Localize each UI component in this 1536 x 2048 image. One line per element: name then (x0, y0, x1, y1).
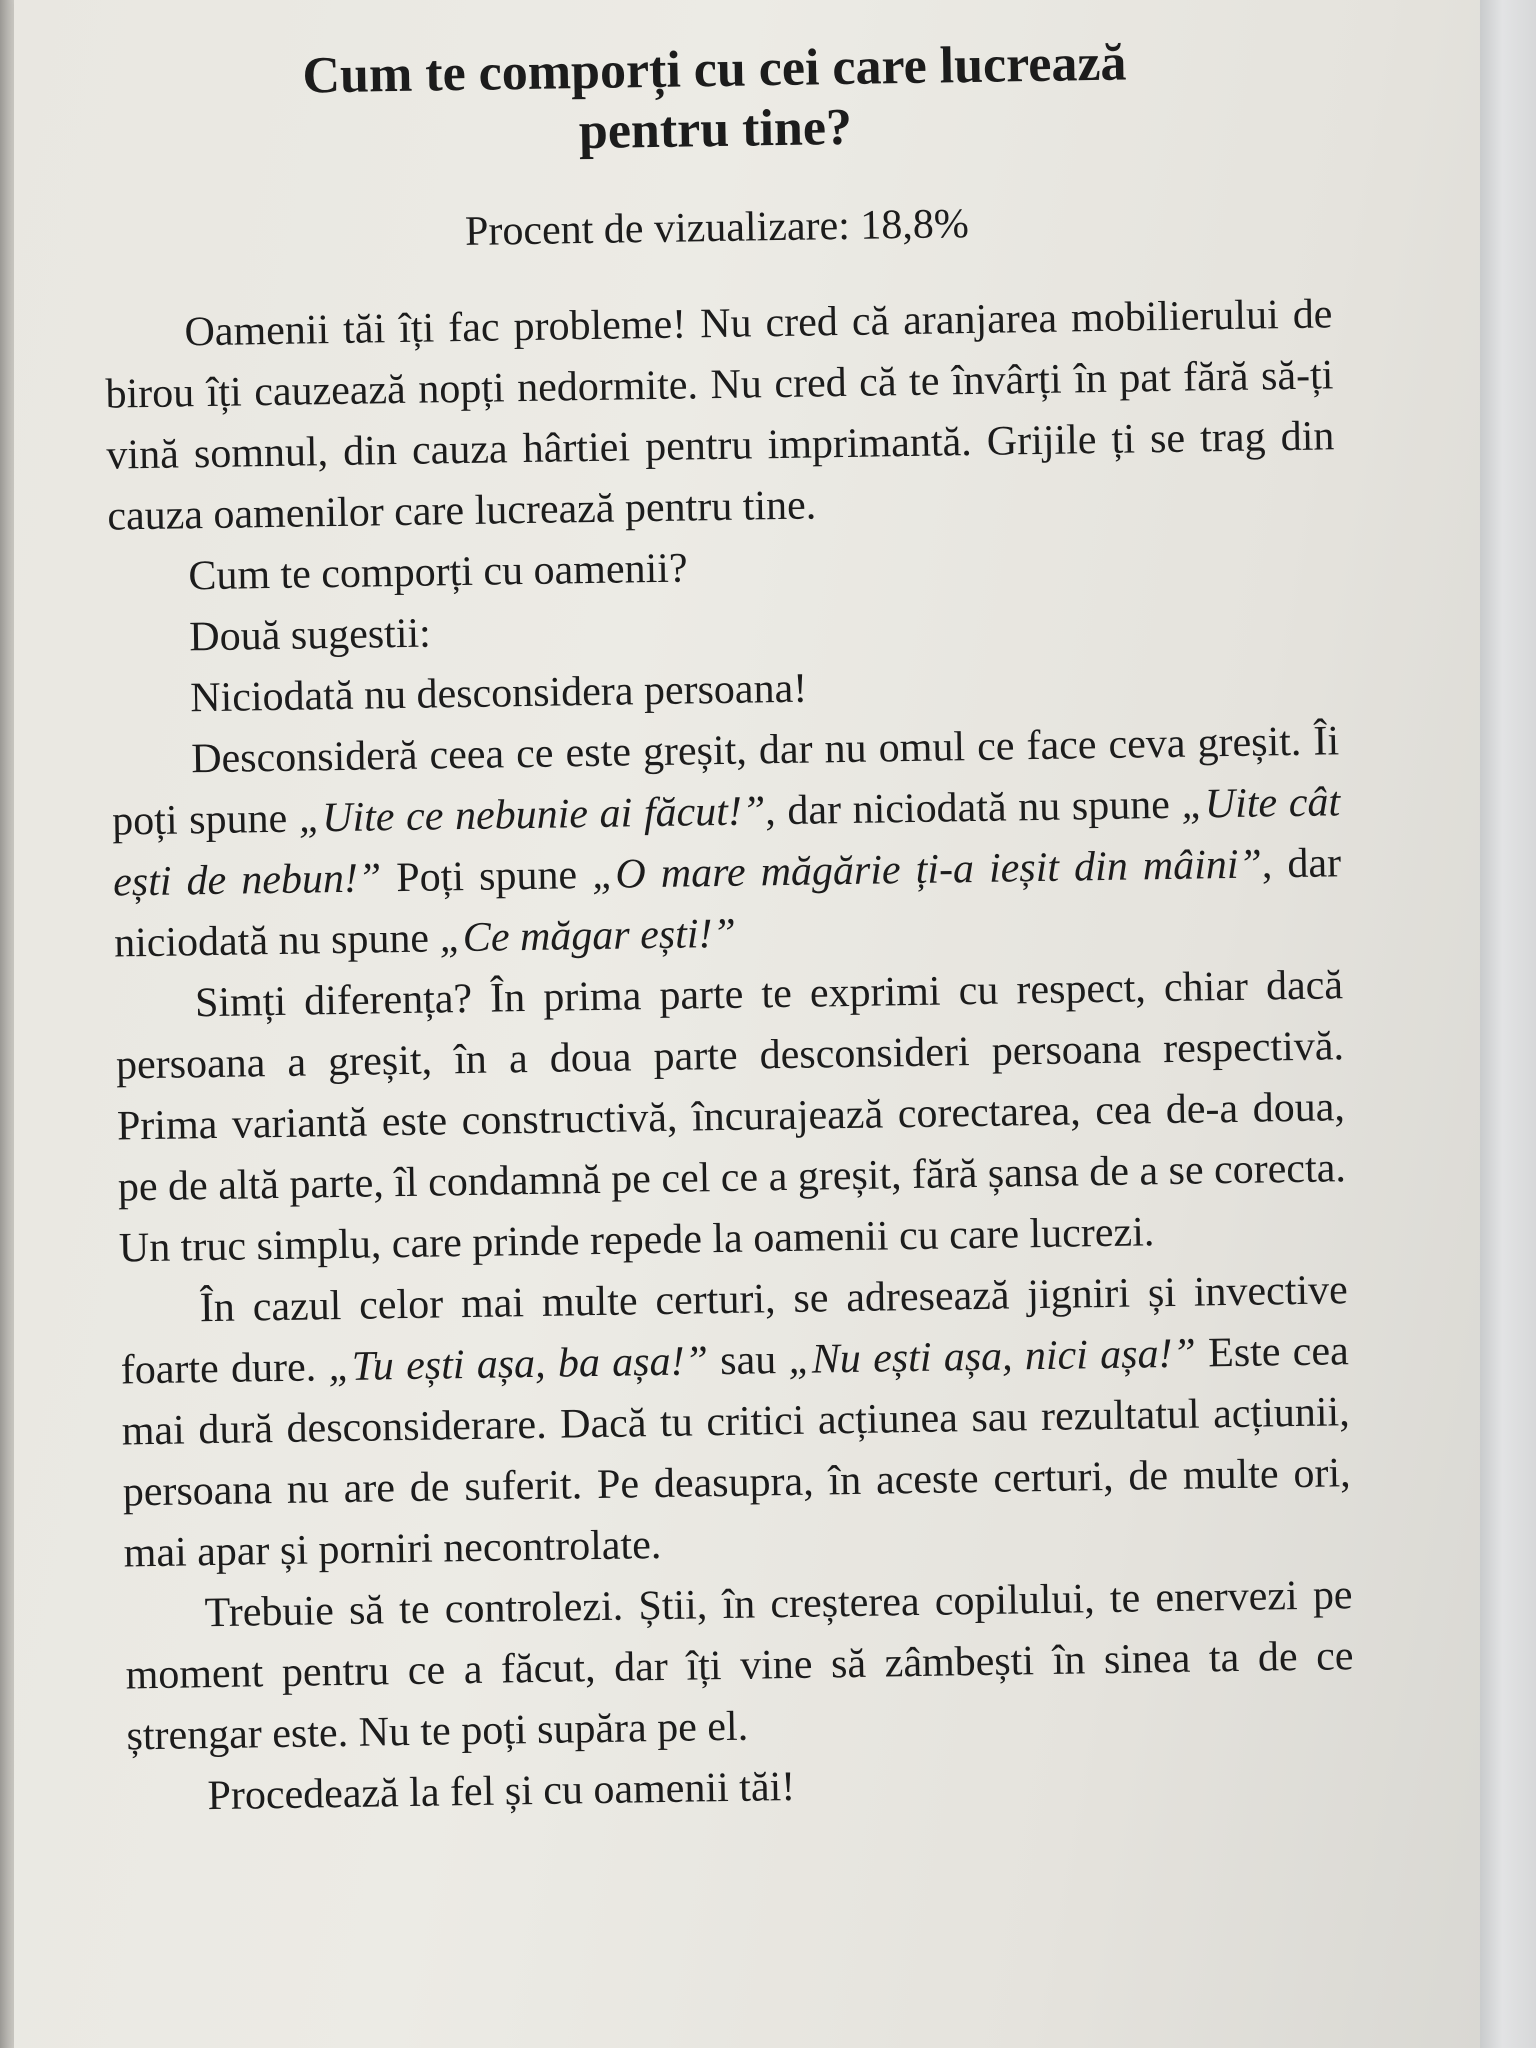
paragraph-6: Simți diferența? În prima parte te exprimi cu respect, chiar dacă persoana a greșit, în a doua parte desconsideri persoana respectivă. Prima variantă este constructivă, încurajează corectarea, cea de-a doua, pe de altă parte, îl condamnă pe cel ce a greșit, fără șansa de a se corecta. Un truc simplu, care prinde repede la oamenii cu care lucrezi. (115, 962, 1347, 1272)
page-content (100, 30, 1356, 1828)
background-surface (1480, 0, 1536, 2048)
quote-italic: „Nu ești așa, nici așa!” (788, 1330, 1197, 1383)
paragraph-2: Cum te comporți cu oamenii? (187, 545, 688, 600)
chapter-title-line-1: Cum te comporți cu cei care lucrează (302, 34, 1127, 105)
paragraph-4: Niciodată nu desconsidera persoana! (189, 665, 808, 722)
quote-italic: „O mare măgărie ți-a ieșit din mâini” (591, 841, 1263, 899)
book-page (14, 0, 1480, 2048)
paragraph-8: Trebuie să te controlezi. Știi, în creșterea copilului, te enervezi pe moment pentru ce a făcut, dar îți vine să zâmbești în sinea ta de ce ștrengar este. Nu te poți supăra pe el. (125, 1572, 1354, 1760)
paragraph-3: Două sugestii: (188, 610, 432, 661)
quote-italic: „Ce măgar ești!” (439, 910, 737, 962)
chapter-title (100, 30, 1330, 169)
chapter-title-line-2: pentru tine? (578, 98, 853, 161)
text-run: , dar niciodată nu spune (113, 840, 1342, 967)
paragraph-5 (111, 711, 1343, 974)
text-run: Poți spune (380, 852, 593, 902)
paragraph-7 (119, 1260, 1352, 1584)
paragraph-1: Oamenii tăi îți fac probleme! Nu cred că aranjarea mobilierului de birou îți cauzează nopți nedormite. Nu cred că te învârți în pat fără să-ți vină somnul, din cauza hârtiei pentru imprimantă. Grijile ți se trag din cauza oamenilor care lucrează pentru tine. (105, 291, 1335, 540)
quote-italic: „Uite cât ești de nebun!” (112, 779, 1341, 906)
text-run: În cazul celor mai multe certuri, se adresează jigniri și invective foarte dure. (120, 1267, 1349, 1394)
text-run: Desconsideră ceea ce este greșit, dar nu omul ce face ceva greșit. Îi poți spune (111, 718, 1340, 845)
view-percentage: Procent de vizualizare: 18,8% (464, 201, 970, 255)
quote-italic: „Tu ești așa, ba așa!” (328, 1338, 709, 1391)
text-run: , dar niciodată nu spune (764, 781, 1182, 835)
chapter-body (104, 284, 1356, 1828)
quote-italic: „Uite ce nebunie ai făcut!” (298, 788, 766, 842)
book-spine-edge (0, 0, 14, 2048)
paragraph-9: Procedează la fel și cu oamenii tăi! (207, 1763, 796, 1820)
text-run: Este cea mai dură desconsiderare. Dacă tu critici acțiunea sau rezultatul acțiunii, persoana nu are de suferit. Pe deasupra, în aceste certuri, de multe ori, mai apar și porniri necontrolate. (121, 1328, 1351, 1577)
text-run: sau (707, 1336, 789, 1385)
